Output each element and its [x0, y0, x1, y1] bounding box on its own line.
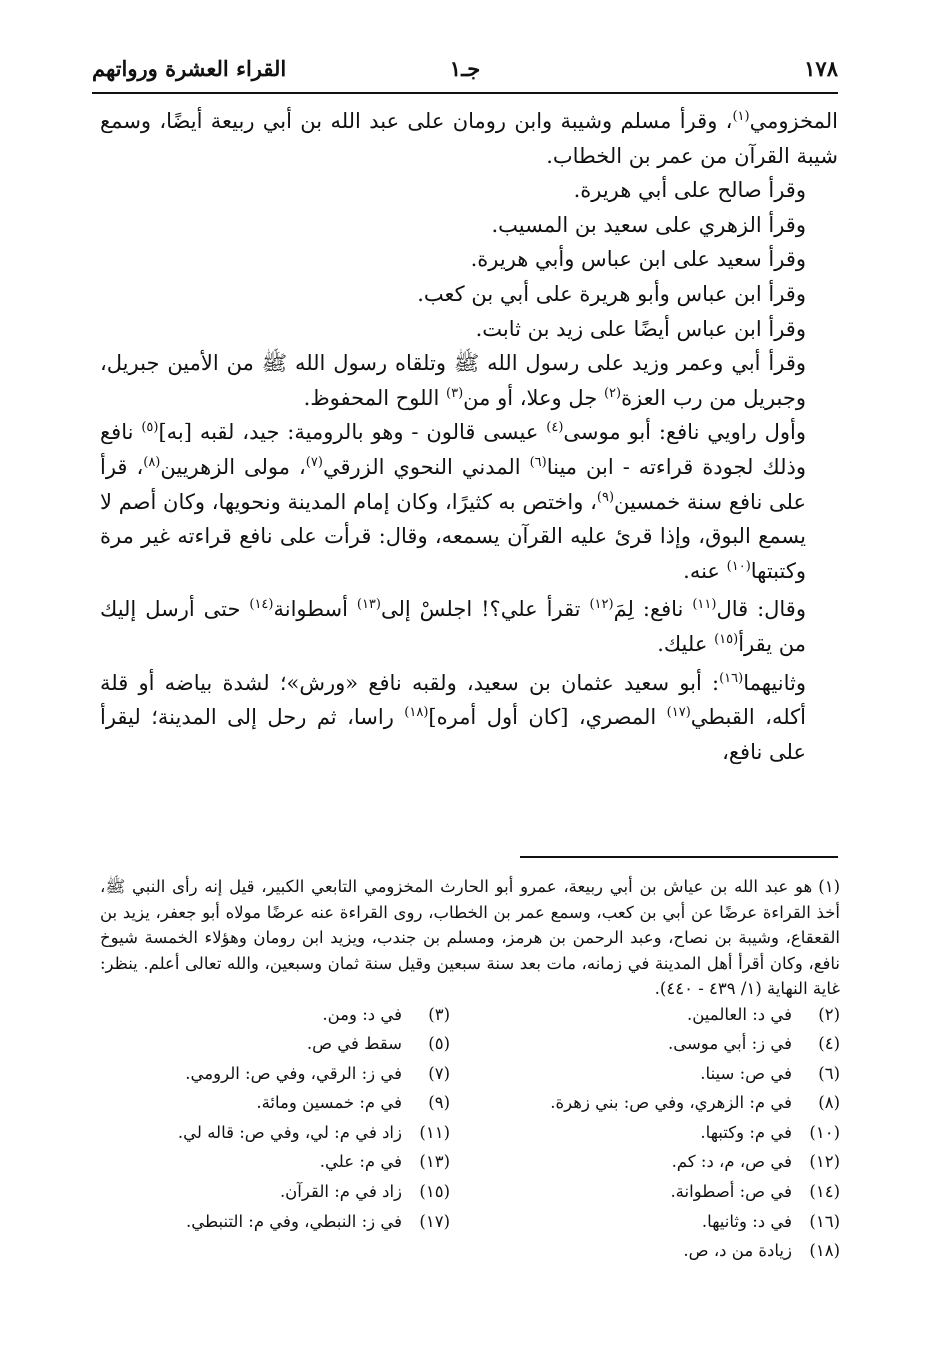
footnote-ref[interactable]: (١٣) — [356, 597, 381, 613]
footnote-item: (٤)في ز: أبي موسى. — [667, 1034, 840, 1054]
footnote-ref[interactable]: (٣) — [446, 385, 464, 401]
footnote-item: (١٣)في م: علي. — [319, 1152, 450, 1172]
paragraph: وقرأ أبي وعمر وزيد على رسول الله ﷺ وتلقاه رسول الله ﷺ من الأمين جبريل، وجبريل من رب العزة$^{(٢)}$ جل وعلا، أو من$^{(٣)}$ اللوح المحفوظ. — [100, 351, 806, 410]
book-title: القراء العشرة ورواتهم — [92, 56, 287, 81]
footnote-item: (١١)زاد في م: لي، وفي ص: قاله لي. — [177, 1122, 450, 1142]
footnote-item: (١٠)في م: وكتبها. — [700, 1122, 840, 1142]
paragraph: وقرأ سعيد على ابن عباس وأبي هريرة. — [470, 247, 806, 272]
footnote-item: (٢)في د: العالمين. — [687, 1004, 840, 1024]
footnote-item — [100, 874, 840, 1002]
footnote-ref[interactable]: (١) — [732, 109, 750, 124]
footnote-item: (٦)في ص: سينا. — [700, 1063, 840, 1083]
footnote-item: (١٤)في ص: أصطوانة. — [670, 1182, 840, 1202]
footnote-ref[interactable]: (٧) — [305, 454, 323, 470]
paragraph: وقرأ صالح على أبي هريرة. — [573, 178, 806, 203]
footnote-number: (١) — [818, 877, 840, 896]
footnote-ref[interactable]: (٨) — [143, 454, 161, 470]
main-text — [100, 104, 838, 769]
footnote-ref[interactable]: (٩) — [596, 489, 615, 505]
paragraph: وقرأ الزهري على سعيد بن المسيب. — [491, 212, 806, 237]
paragraph: وقال: قال$^{(١١)}$ نافع: لِمَ$^{(١٢)}$ تقرأ علي؟! اجلسْ إلى$^{(١٣)}$ أسطوانة$^{(١٤)}$ حتى أرسل إليك من يقرأ$^{(١٥)}$ عليك. — [100, 597, 806, 656]
footnote-item: (١٥)زاد في م: القرآن. — [279, 1182, 450, 1202]
footnote-item: (١٧)في ز: النبطي، وفي م: التنبطي. — [185, 1211, 450, 1231]
footnote-columns — [100, 1002, 840, 1268]
footnote-item: (٧)في ز: الرقي، وفي ص: الرومي. — [185, 1063, 450, 1083]
footnote-ref[interactable]: (١٥) — [714, 631, 739, 647]
footnote-item: (٥)سقط في ص. — [306, 1034, 450, 1054]
footnote-item: (٣)في د: ومن. — [322, 1004, 450, 1024]
footnote-item: (١٢)في ص، م، د: كم. — [671, 1152, 840, 1172]
paragraph: المخزومي$^{(١)}$، وقرأ مسلم وشيبة وابن رومان على عبد الله بن أبي ربيعة أيضًا، وسمع شيبة القرآن من عمر بن الخطاب. — [100, 109, 838, 168]
footnote-ref[interactable]: (١٧) — [666, 705, 691, 721]
footnote-ref[interactable]: (٤) — [546, 420, 564, 436]
footnote-item: (١٨)زيادة من د، ص. — [683, 1241, 840, 1261]
footnote-ref[interactable]: (١٢) — [589, 597, 614, 613]
footnotes — [100, 874, 840, 1268]
footnote-item: (١٦)في د: وثانيها. — [701, 1211, 840, 1231]
footnote-item: (٨)في م: الزهري، وفي ص: بني زهرة. — [550, 1093, 840, 1113]
footnote-ref[interactable]: (١٤) — [249, 597, 274, 613]
footnote-ref[interactable]: (١٨) — [404, 705, 429, 721]
footnote-divider — [520, 856, 838, 858]
paragraph: وقرأ ابن عباس وأبو هريرة على أبي بن كعب. — [417, 281, 806, 306]
paragraph: وأول راويي نافع: أبو موسى$^{(٤)}$ عيسى قالون - وهو بالرومية: جيد، لقبه [به]$^{(٥)}$ نافع وذلك لجودة قراءته - ابن مينا$^{(٦)}$ المدني النحوي الزرقي$^{(٧)}$، مولى الزهريين$^{(٨)}$، قرأ على نافع سنة خمسين$^{(٩)}$، واختص به كثيرًا، وكان إمام المدينة ونحويها، وكان أصم لا يسمع البوق، وإذا قرئ عليه القرآن يسمعه، وقال: قرأت على نافع قراءته غير مرة وكتبتها$^{(١٠)}$ عنه. — [100, 420, 806, 583]
header-divider — [92, 92, 838, 94]
paragraph: وثانيهما$^{(١٦)}$: أبو سعيد عثمان بن سعيد، ولقبه نافع «ورش»؛ لشدة بياضه أو قلة أكله، القبطي$^{(١٧)}$ المصري، [كان أول أمره]$^{(١٨)}$ راسا، ثم رحل إلى المدينة؛ ليقرأ على نافع، — [100, 670, 806, 764]
footnote-ref[interactable]: (١٠) — [726, 558, 751, 574]
page-number: ١٧٨ — [804, 56, 838, 81]
volume-label: جـ١ — [449, 56, 481, 81]
footnote-ref[interactable]: (٦) — [529, 454, 547, 470]
footnote-ref[interactable]: (٢) — [603, 385, 622, 401]
footnote-item: (٩)في م: خمسين ومائة. — [256, 1093, 450, 1113]
footnote-ref[interactable]: (١١) — [692, 597, 717, 613]
footnote-ref[interactable]: (١٦) — [719, 670, 744, 686]
running-header — [92, 50, 838, 90]
footnote-text: هو عبد الله بن عياش بن أبي ربيعة، عمرو أبو الحارث المخزومي التابعي الكبير، قيل إنه رأى النبي ﷺ، أخذ القراءة عرضًا عن أبي بن كعب، وسمع عمر بن الخطاب، روى القراءة عنه عرضًا مولاه أبو جعفر، يزيد بن القعقاع، وشيبة بن نصاح، وعبد الرحمن بن هرمز، ومسلم بن جندب، ويزيد ابن رومان وهؤلاء الخمسة شيوخ نافع، وكان أقرأ أهل المدينة في زمانه، مات بعد سنة سبعين وقيل سنة ثمان وسبعين، والله تعالى أعلم. ينظر: غاية النهاية (١/ ٤٣٩ - ٤٤٠). — [100, 877, 840, 998]
footnote-ref[interactable]: (٥) — [141, 420, 159, 436]
paragraph: وقرأ ابن عباس أيضًا على زيد بن ثابت. — [475, 316, 806, 341]
